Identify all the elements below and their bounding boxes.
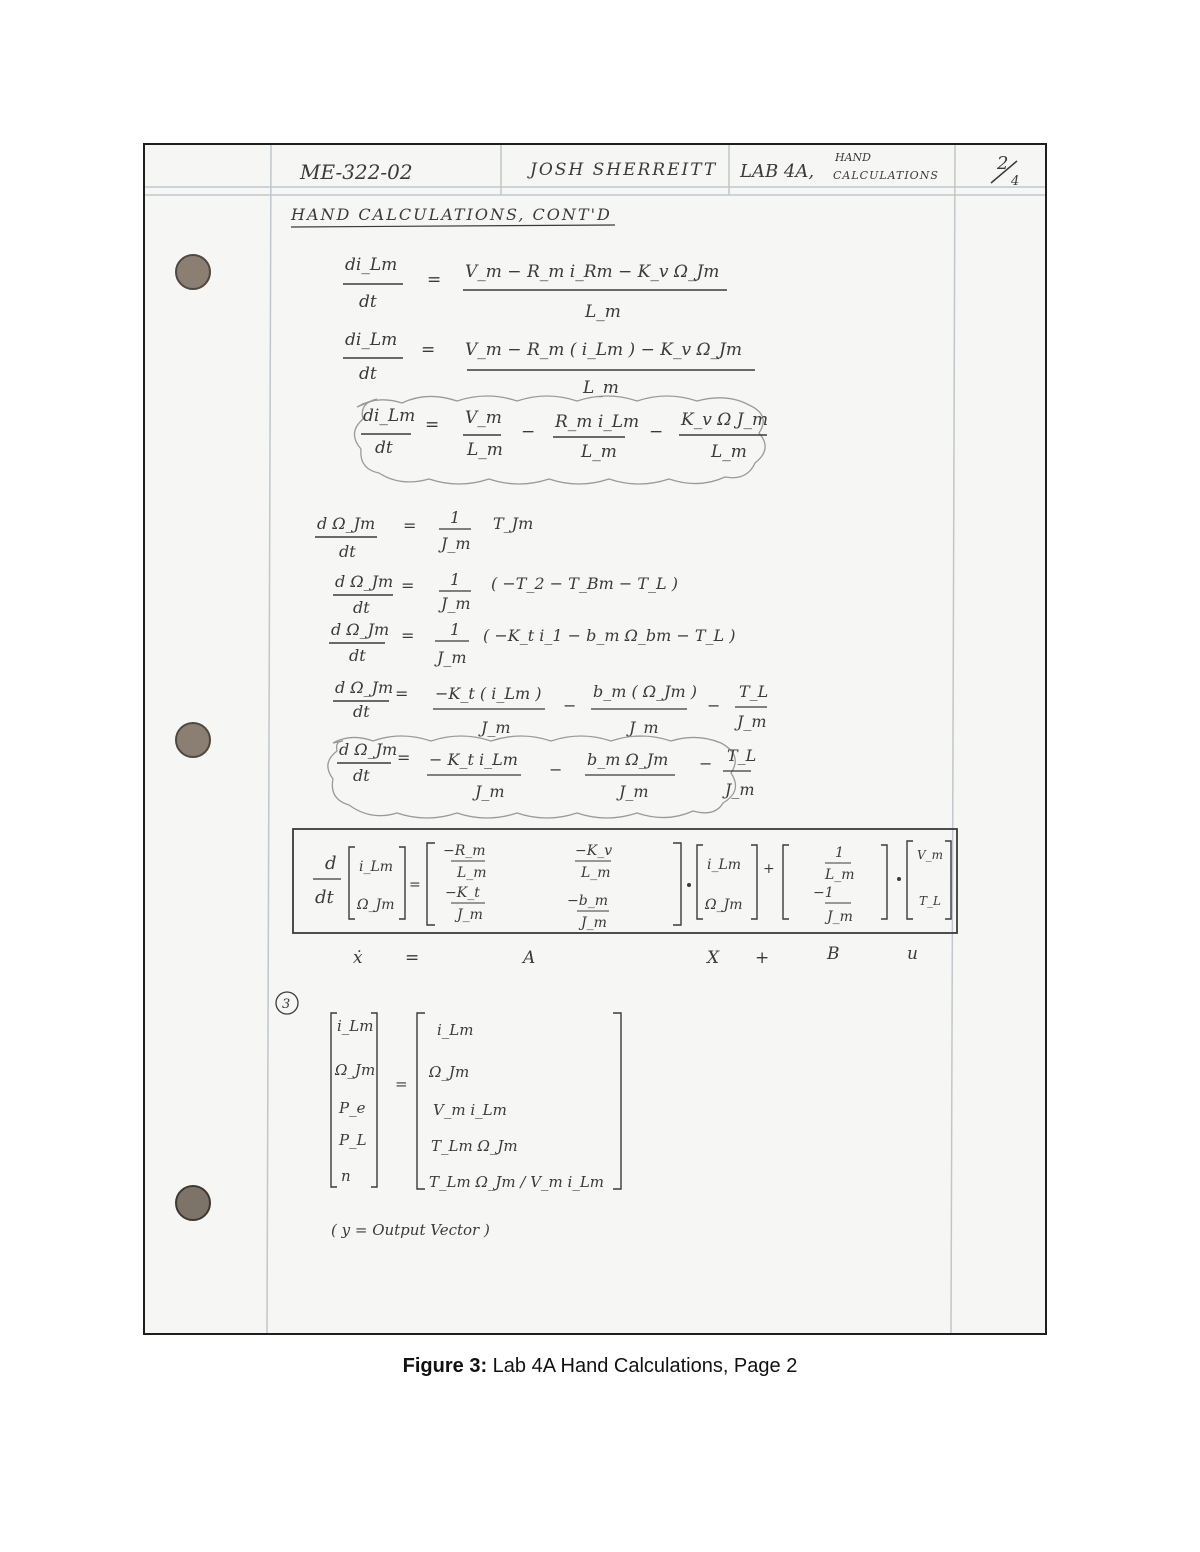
speed-eq3-lhs-top: d Ω_Jm xyxy=(331,620,390,639)
b21-num: −1 xyxy=(813,885,834,901)
y-right-4: T_Lm Ω_Jm / V_m i_Lm xyxy=(429,1173,605,1191)
speed-eq1-rhs: T_Jm xyxy=(493,514,534,533)
y-right-3: T_Lm Ω_Jm xyxy=(431,1137,518,1155)
output-vector xyxy=(276,992,621,1239)
svg-text:−: − xyxy=(549,760,563,779)
output-vector-note: ( y = Output Vector ) xyxy=(331,1221,490,1239)
eq3-lhs-top: di_Lm xyxy=(363,406,416,426)
speed-eq3-jm: J_m xyxy=(437,648,467,667)
state-space-equation xyxy=(293,829,957,968)
eq2-numerator: V_m − R_m ( i_Lm ) − K_v Ω_Jm xyxy=(465,340,742,360)
speed-eq5-term3: T_L xyxy=(727,746,757,765)
author-name: JOSH SHERREITT xyxy=(530,160,718,180)
speed-eq5-lhs-bot: dt xyxy=(353,766,370,785)
page-header xyxy=(299,151,1019,189)
speed-eq4-jm3: J_m xyxy=(737,712,767,731)
y-left-1: Ω_Jm xyxy=(335,1061,376,1079)
svg-text:−: − xyxy=(521,422,536,442)
section-title: HAND CALCULATIONS, CONT'D xyxy=(291,205,612,224)
binder-hole xyxy=(176,1186,210,1220)
eq3-lhs-bot: dt xyxy=(375,438,393,458)
speed-eq5-lhs-top: d Ω_Jm xyxy=(339,740,398,759)
svg-text:−: − xyxy=(563,696,577,715)
eq2-lhs-top: di_Lm xyxy=(345,330,398,350)
eq3-term1-num: V_m xyxy=(465,408,502,428)
a12-den: L_m xyxy=(581,865,611,881)
binder-holes xyxy=(176,255,210,1220)
speed-eq3-rhs: ( −K_t i_1 − b_m Ω_bm − T_L ) xyxy=(483,626,736,645)
svg-text:=: = xyxy=(395,684,409,703)
page-number-den: 4 xyxy=(1011,174,1020,189)
speed-eq3-lhs-bot: dt xyxy=(349,646,366,665)
svg-text:−: − xyxy=(707,696,721,715)
b11-den: L_m xyxy=(825,867,855,883)
caption-label: Figure 3: xyxy=(402,1355,488,1377)
eq3-term2-den: L_m xyxy=(581,442,617,462)
binder-hole xyxy=(176,255,210,289)
svg-text:+: + xyxy=(763,861,775,877)
binder-hole xyxy=(176,723,210,757)
speed-eq2-lhs-bot: dt xyxy=(353,598,370,617)
speed-eq4-term2: b_m ( Ω_Jm ) xyxy=(593,682,698,701)
ss-d: d xyxy=(325,853,337,874)
speed-eq5-jm3: J_m xyxy=(725,780,755,799)
speed-eq1-jm: J_m xyxy=(441,534,471,553)
svg-text:=: = xyxy=(427,270,442,290)
speed-equations xyxy=(315,508,768,818)
ss-dt: dt xyxy=(315,887,334,908)
eq2-lhs-bot: dt xyxy=(359,364,377,384)
notebook-page-photo xyxy=(143,143,1047,1335)
eq3-term1-den: L_m xyxy=(467,440,503,460)
svg-text:=: = xyxy=(409,877,421,893)
y-left-4: n xyxy=(341,1167,351,1185)
lab-sub-1: HAND xyxy=(835,151,871,164)
current-equations xyxy=(343,255,768,484)
eq1-numerator: V_m − R_m i_Rm − K_v Ω_Jm xyxy=(465,262,720,282)
ss-x1: i_Lm xyxy=(359,859,394,875)
a21-num: −K_t xyxy=(445,885,480,901)
b11-num: 1 xyxy=(835,845,844,861)
lbl-u: u xyxy=(907,944,918,964)
ss-xv1: i_Lm xyxy=(707,857,742,873)
speed-eq4-term1: −K_t ( i_Lm ) xyxy=(435,684,542,703)
y-right-1: Ω_Jm xyxy=(429,1063,470,1081)
svg-text:=: = xyxy=(403,516,417,535)
a12-num: −K_v xyxy=(575,843,613,859)
speed-eq4-jm1: J_m xyxy=(481,718,511,737)
ss-x2: Ω_Jm xyxy=(357,897,395,913)
speed-eq4-lhs-bot: dt xyxy=(353,702,370,721)
a22-den: J_m xyxy=(581,915,607,931)
y-left-0: i_Lm xyxy=(337,1017,374,1035)
speed-eq4-jm2: J_m xyxy=(629,718,659,737)
caption-text: Lab 4A Hand Calculations, Page 2 xyxy=(487,1355,798,1377)
b21-den: J_m xyxy=(827,909,853,925)
eq1-lhs-bot: dt xyxy=(359,292,377,312)
eq3-term3-den: L_m xyxy=(711,442,747,462)
course-number: ME-322-02 xyxy=(300,160,413,184)
speed-eq1-one: 1 xyxy=(450,508,461,527)
lab-label: LAB 4A, xyxy=(740,161,815,182)
speed-eq2-jm: J_m xyxy=(441,594,471,613)
speed-eq2-rhs: ( −T_2 − T_Bm − T_L ) xyxy=(491,574,678,593)
figure-caption xyxy=(0,1355,1200,1378)
svg-text:=: = xyxy=(421,340,436,360)
y-right-0: i_Lm xyxy=(437,1021,474,1039)
svg-text:−: − xyxy=(649,422,664,442)
y-left-2: P_e xyxy=(339,1099,366,1117)
a11-num: −R_m xyxy=(443,843,486,859)
a22-num: −b_m xyxy=(567,893,608,909)
a21-den: J_m xyxy=(457,907,483,923)
a11-den: L_m xyxy=(457,865,487,881)
svg-text:=: = xyxy=(397,748,411,767)
lbl-A: A xyxy=(523,948,536,968)
ss-u1: V_m xyxy=(917,848,944,862)
speed-eq2-one: 1 xyxy=(450,570,461,589)
speed-eq1-lhs-top: d Ω_Jm xyxy=(317,514,376,533)
speed-eq4-term3: T_L xyxy=(739,682,769,701)
eq1-lhs-top: di_Lm xyxy=(345,255,398,275)
svg-text:=: = xyxy=(401,626,415,645)
eq3-term2-num: R_m i_Lm xyxy=(555,412,640,432)
speed-eq1-lhs-bot: dt xyxy=(339,542,356,561)
ss-xv2: Ω_Jm xyxy=(705,897,743,913)
y-left-3: P_L xyxy=(339,1131,367,1149)
speed-eq3-one: 1 xyxy=(450,620,461,639)
speed-eq2-lhs-top: d Ω_Jm xyxy=(335,572,394,591)
speed-eq5-term2: b_m Ω_Jm xyxy=(587,750,669,769)
page-number-num: 2 xyxy=(997,153,1009,174)
svg-text:=: = xyxy=(401,576,415,595)
eq1-denominator: L_m xyxy=(585,302,621,322)
y-right-2: V_m i_Lm xyxy=(433,1101,507,1119)
page-ruling xyxy=(145,145,1045,1333)
lbl-xdot: ẋ xyxy=(353,948,363,968)
lbl-B: B xyxy=(827,944,840,964)
ss-u2: T_L xyxy=(919,894,941,908)
svg-text:−: − xyxy=(699,754,713,773)
eq2-denominator: L_m xyxy=(583,378,619,398)
lbl-plus: + xyxy=(755,948,770,968)
speed-eq5-term1: − K_t i_Lm xyxy=(429,750,518,769)
lab-sub-2: CALCULATIONS xyxy=(833,169,939,182)
speed-eq5-jm2: J_m xyxy=(619,782,649,801)
speed-eq4-lhs-top: d Ω_Jm xyxy=(335,678,394,697)
problem-number: 3 xyxy=(282,997,291,1012)
lbl-x: X xyxy=(707,948,720,968)
svg-text:=: = xyxy=(395,1075,408,1093)
speed-eq5-jm1: J_m xyxy=(475,782,505,801)
lbl-eq: = xyxy=(405,948,420,968)
eq3-term3-num: K_v Ω J_m xyxy=(681,410,769,430)
svg-text:=: = xyxy=(425,415,440,435)
